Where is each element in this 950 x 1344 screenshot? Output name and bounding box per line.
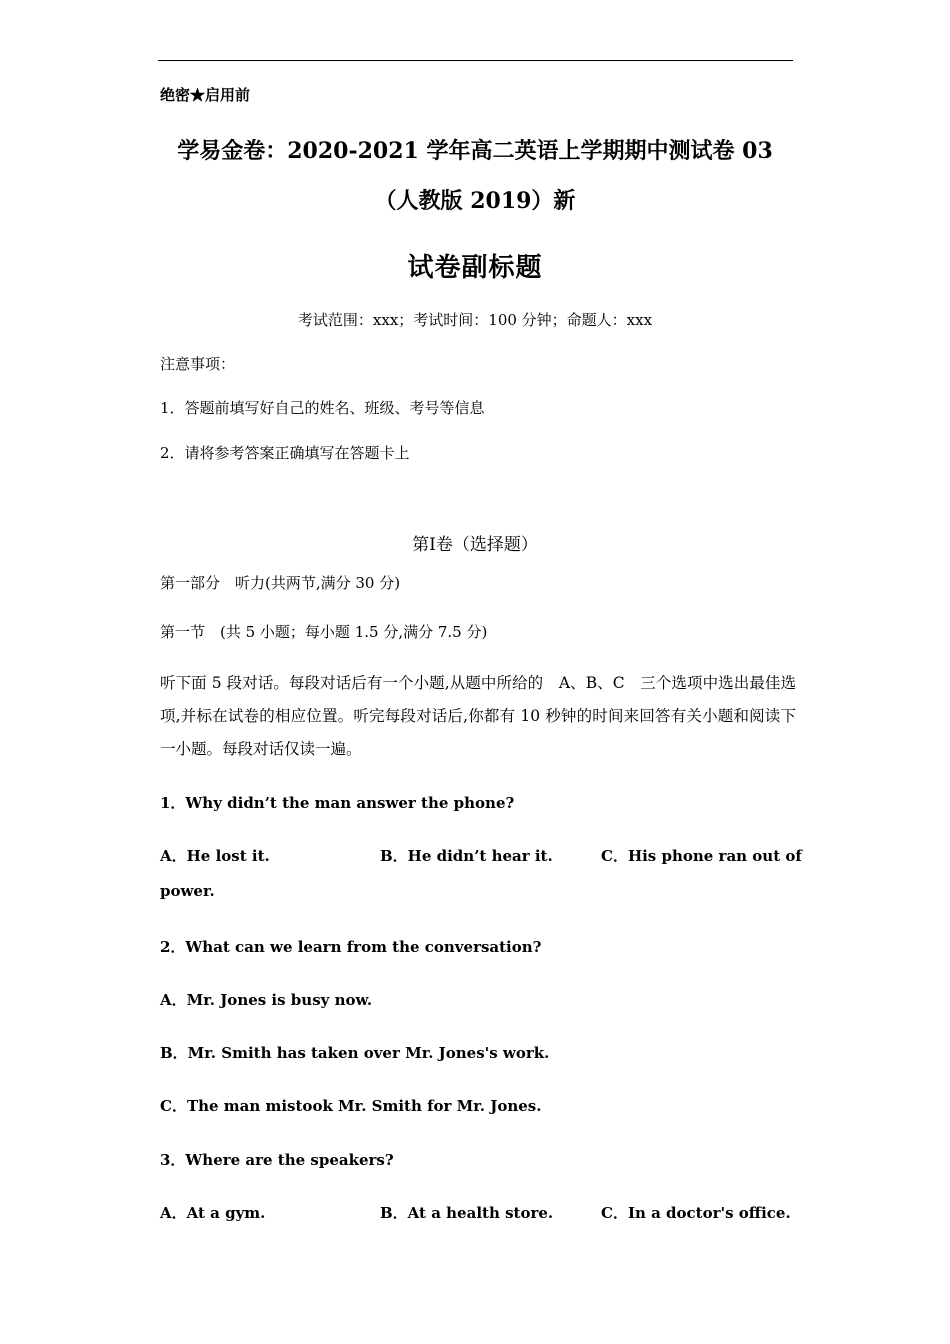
option-c-wrap: power.: [160, 882, 215, 900]
option-a: A．Mr. Jones is busy now.: [160, 991, 373, 1009]
exam-title-line1: 学易金卷：2020-2021 学年高二英语上学期期中测试卷 03: [177, 138, 773, 164]
part-heading: 第一部分 听力(共两节,满分 30 分): [160, 574, 401, 592]
volume-title: 第Ⅰ卷（选择题）: [412, 535, 538, 555]
notes-title: 注意事项：: [160, 355, 236, 373]
option-a: A．He lost it.: [160, 847, 270, 865]
option-b: B．Mr. Smith has taken over Mr. Jones's work.: [160, 1044, 550, 1062]
option-b: B．He didn’t hear it.: [380, 847, 553, 865]
option-c: C．In a doctor's office.: [601, 1204, 791, 1222]
option-c: C．The man mistook Mr. Smith for Mr. Jones.: [160, 1097, 542, 1115]
listening-instructions: 听下面 5 段对话。每段对话后有一个小题,从题中所给的 A、B、C 三个选项中选出最佳选项,并标在试卷的相应位置。听完每段对话后,你都有 10 秒钟的时间来回答有关小题和阅读下一小题。每段对话仅读一遍。: [160, 674, 796, 758]
option-b: B．At a health store.: [380, 1204, 554, 1222]
header-rule: [158, 60, 793, 61]
note-item: 2．请将参考答案正确填写在答题卡上: [160, 444, 410, 462]
option-a: A．At a gym.: [160, 1204, 266, 1222]
exam-info: 考试范围：xxx；考试时间：100 分钟；命题人：xxx: [297, 311, 653, 329]
secret-mark: 绝密★启用前: [160, 86, 251, 104]
exam-title-line2: （人教版 2019）新: [374, 188, 576, 214]
section-heading: 第一节 (共 5 小题；每小题 1.5 分,满分 7.5 分): [160, 623, 488, 641]
exam-subtitle: 试卷副标题: [407, 253, 543, 283]
question-stem: 1．Why didn’t the man answer the phone?: [160, 794, 515, 812]
note-item: 1．答题前填写好自己的姓名、班级、考号等信息: [160, 399, 485, 417]
question-stem: 3．Where are the speakers?: [160, 1151, 394, 1169]
question-stem: 2．What can we learn from the conversation?: [160, 938, 542, 956]
option-c: C．His phone ran out of: [601, 847, 802, 865]
